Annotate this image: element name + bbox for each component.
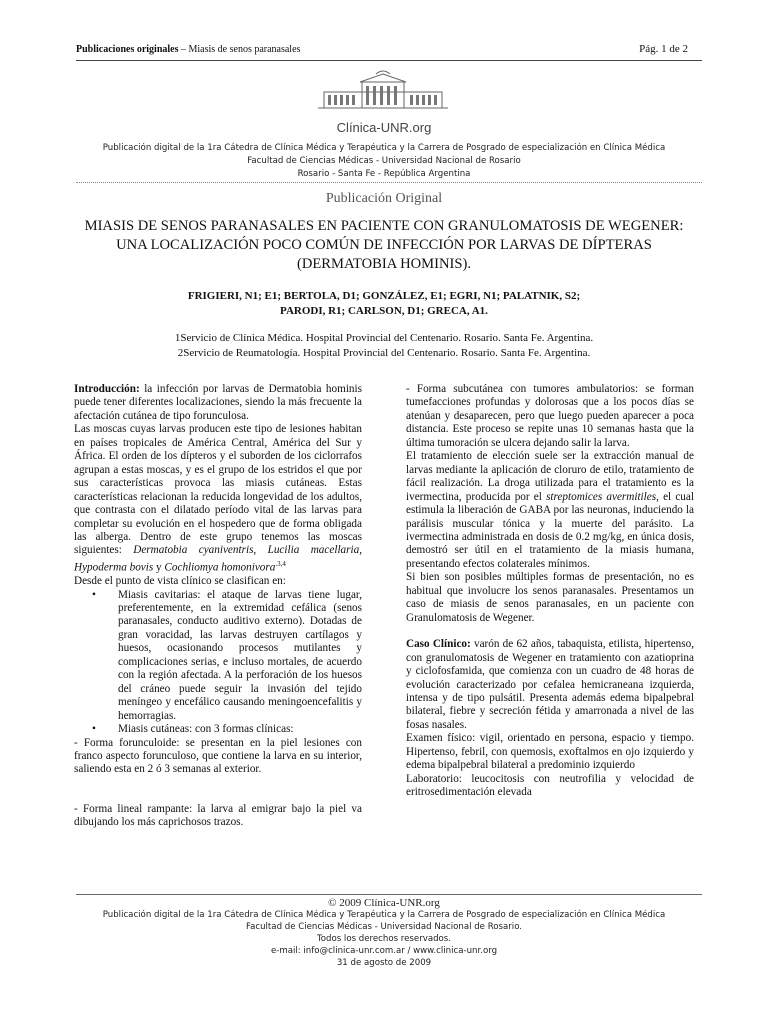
- dotted-divider: [76, 182, 702, 183]
- institution-line: 1Servicio de Clínica Médica. Hospital Provincial del Centenario. Rosario. Santa Fe. Argentina.: [174, 332, 594, 344]
- body-paragraph: Si bien son posibles múltiples formas de presentación, no es habitual que involucre los senos paranasales. Presentamos un caso de miasis de senos paranasales, en un paciente con Granulomatosis de Wegener.: [406, 571, 694, 624]
- affiliation-line: Publicación digital de la 1ra Cátedra de Clínica Médica y Terapéutica y la Carrera de Posgrado de especialización en Clínica Médica: [102, 143, 666, 153]
- header-topic: – Miasis de senos paranasales: [178, 44, 301, 55]
- case-heading: Caso Clínico:: [406, 638, 471, 651]
- body-paragraph: - Forma lineal rampante: la larva al emigrar bajo la piel va dibujando los más caprichosos trazos.: [74, 802, 362, 829]
- body-paragraph: Laboratorio: leucocitosis con neutrofilia y velocidad de eritrosedimentación elevada: [406, 772, 694, 799]
- author-line: FRIGIERI, N1; E1; BERTOLA, D1; GONZÁLEZ, E1; EGRI, N1; PALATNIK, S2;: [187, 290, 581, 302]
- intro-paragraph: Introducción: la infección por larvas de Dermatobia hominis puede tener diferentes localizaciones, siendo la más frecuente la afectación cutánea de tipo forunculosa.: [74, 383, 362, 422]
- body-paragraph: - Forma forunculoide: se presentan en la piel lesiones con franco aspecto forunculoso, que contiene la larva en su interior, saliendo esta en 2 ó 3 semanas al exterior.: [74, 736, 362, 776]
- species-name: streptomices avermitiles: [546, 490, 657, 503]
- publication-type: Publicación Original: [325, 191, 443, 206]
- species-names: Dermatobia cyaniventris, Lucilia macellaria, Hypoderma bovis: [74, 544, 362, 574]
- article-title: MIASIS DE SENOS PARANASALES EN PACIENTE CON GRANULOMATOSIS DE WEGENER: UNA LOCALIZACIÓN POCO COMÚN DE INFECCIÓN POR LARVAS DE DÍPTERAS (DERMATOBIA HOMINIS).: [84, 218, 684, 272]
- list-item: • Miasis cavitarias: el ataque de larvas tiene lugar, preferentemente, en la extremidad cefálica (senos paranasales, conducto auditivo externo). Dotadas de gran voracidad, las larvas destruyen cartílagos y huesos, ocasionando procesos mutilantes y complicaciones serias, e incluso mortales, de acuerdo con la región afectada. A la perforación de los huesos del cráneo puede seguir la invasión del tejido meníngeo y encefálico causando meningoencefalitis y hemorragias.: [118, 589, 362, 724]
- case-paragraph: Caso Clínico: varón de 62 años, tabaquista, etilista, hipertenso, con granulomatosis de Wegener en tratamiento con azatioprina y ciclofosfamida, que comienza con un cuadro de 48 horas de evolución caracterizado por cefalea hemicraneana izquierda, intensa y de tipo pulsátil. Presenta además edema bipalpebral bilateral, fiebre y secreción fétida y amarronada a nivel de las fosas nasales.: [406, 638, 695, 731]
- header-rule: [76, 60, 702, 61]
- classification-list: [74, 589, 362, 737]
- author-list: [80, 289, 688, 319]
- body-paragraph: Desde el punto de vista clínico se clasifican en:: [74, 575, 286, 588]
- section-label: Publicaciones originales: [76, 44, 179, 55]
- author-line: PARODI, R1; CARLSON, D1; GRECA, A1.: [280, 305, 488, 317]
- institution-list: [80, 331, 688, 361]
- footer-line: Facultad de Ciencias Médicas - Universidad Nacional de Rosario.: [245, 922, 523, 932]
- copyright: © 2009 Clínica-UNR.org: [328, 897, 440, 909]
- body-paragraph: Las moscas cuyas larvas producen este tipo de lesiones habitan en países tropicales de América Central, América del Sur y África. El orden de los dípteros y el suborden de los ciclorrafos agrupan a estas moscas, y es el grupo de los estridos el que por sus características provoca las miasis cutáneas. Estas características relacionan la reducida longevidad de los adultos, que contrasta con el dilatado período vital de las larvas para completar su evolución en el hospedero que de forma obligada las alberga. Dentro de este grupo tenemos las moscas siguientes: Dermatobia cyaniventris, Lucilia macellaria, Hypoderma bovis y Cochliomya homonivora$^{.3,4}$: [74, 423, 362, 574]
- body-paragraph: Examen físico: vigil, orientado en persona, espacio y tiempo. Hipertenso, febril, con quemosis, exoftalmos en ojo izquierdo y edema bipalpebral bilateral a predominio izquierdo: [406, 732, 694, 772]
- institution-line: 2Servicio de Reumatología. Hospital Provincial del Centenario. Rosario. Santa Fe. Argentina.: [177, 347, 591, 359]
- footer-rule: [76, 894, 702, 895]
- reference-marker: .3,4: [275, 559, 286, 568]
- brand-name: Clínica-UNR.org: [336, 120, 432, 135]
- page-number: Pág. 1 de 2: [639, 43, 688, 55]
- contact-links[interactable]: e-mail: info@clinica-unr.com.ar / www.clinica-unr.org: [270, 946, 498, 956]
- hospital-building-logo-icon: [316, 70, 450, 112]
- affiliation-line: Facultad de Ciencias Médicas - Universidad Nacional de Rosario: [247, 156, 521, 166]
- intro-heading: Introducción:: [74, 383, 140, 395]
- body-paragraph: - Forma subcutánea con tumores ambulatorios: se forman tumefacciones profundas y dolorosas que a los pocos días se atenúan y desaparecen, pero que luego pueden aparecer a poca distancia. Este proceso se repite unas 10 semanas hasta que la última tumoración se ulcera dejando salir la larva.: [406, 383, 694, 449]
- body-paragraph: El tratamiento de elección suele ser la extracción manual de larvas mediante la aplicación de cloruro de etilo, tratamiento de fácil realización. La droga utilizada para el tratamiento es la ivermectina, producida por el streptomices avermitiles, el cual estimula la liberación de GABA por las neuronas, induciendo la parálisis muscular tónica y la muerte del parásito. La ivermectina administrada en dosis de 0.2 mg/kg, en única dosis, demostró ser útil en el tratamiento de la miasis humana, presentando efectos colaterales mínimos.: [406, 450, 694, 570]
- page-footer: [0, 897, 768, 969]
- right-column: [406, 383, 694, 800]
- affiliation-line: Rosario - Santa Fe - República Argentina: [297, 169, 471, 179]
- affiliation-block: [0, 142, 768, 181]
- running-header: [76, 44, 300, 55]
- left-column: [74, 383, 362, 830]
- footer-line: Todos los derechos reservados.: [316, 934, 452, 944]
- list-item: • Miasis cutáneas: con 3 formas clínicas:: [118, 723, 362, 736]
- publication-date: 31 de agosto de 2009: [336, 958, 432, 968]
- footer-line: Publicación digital de la 1ra Cátedra de Clínica Médica y Terapéutica y la Carrera de Posgrado de especialización en Clínica Médica: [102, 910, 666, 920]
- species-name: Cochliomya homonivora: [164, 561, 276, 574]
